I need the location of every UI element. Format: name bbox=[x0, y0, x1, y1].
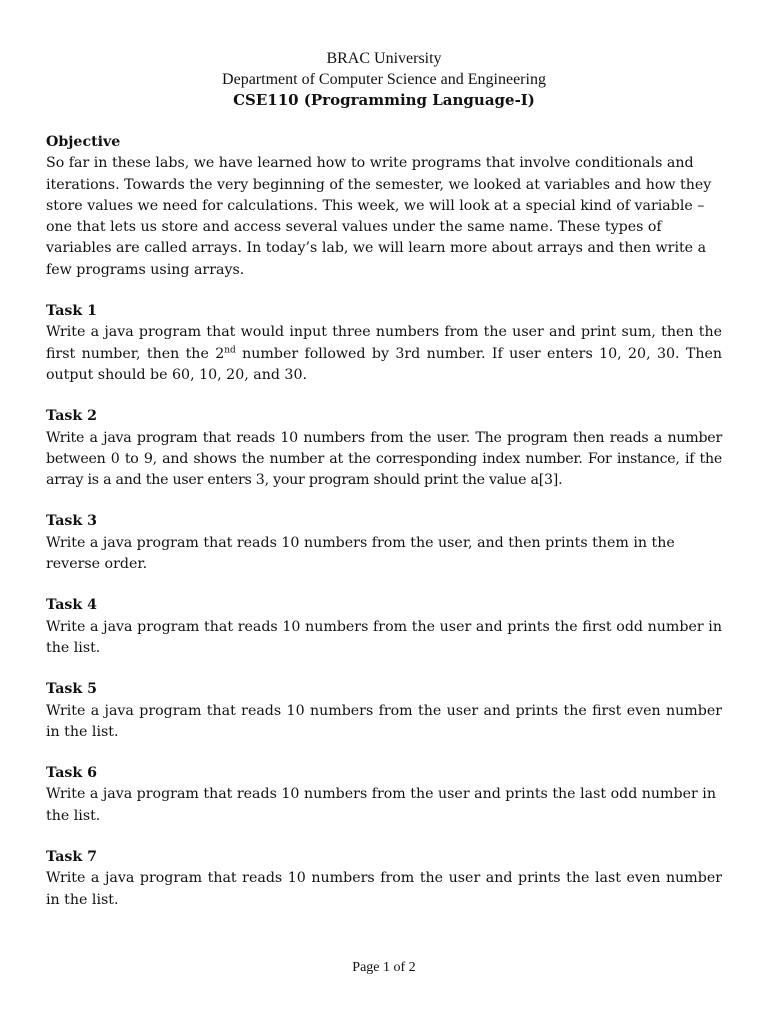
task-1-text bbox=[46, 322, 722, 386]
task-1-text-after: number followed by 3rd number. If user enters 10, 20, 30. Then output should be 60, 10, 20, and 30. bbox=[46, 345, 722, 383]
task-6-heading: Task 6 bbox=[46, 765, 98, 782]
department-name: Department of Computer Science and Engineering bbox=[222, 71, 546, 88]
objective-heading: Objective bbox=[46, 134, 121, 150]
university-name: BRAC University bbox=[326, 50, 442, 67]
task-5-text: Write a java program that reads 10 numbers from the user and prints the first even number in the list. bbox=[46, 702, 722, 740]
task-6-text: Write a java program that reads 10 numbers from the user and prints the last odd number in the list. bbox=[46, 786, 716, 824]
document-body bbox=[46, 132, 722, 931]
course-title: CSE110 (Programming Language-I) bbox=[233, 91, 535, 109]
task-3-text: Write a java program that reads 10 numbers from the user, and then prints them in the reverse order. bbox=[46, 534, 675, 573]
task-4-text: Write a java program that reads 10 numbers from the user and prints the first odd number in the list. bbox=[46, 618, 722, 656]
task-2-text: Write a java program that reads 10 numbers from the user. The program then reads a number between 0 to 9, and shows the number at the corresponding index number. For instance, if the array is a and the user enters 3, your program should print the value a[3]. bbox=[46, 429, 722, 489]
task-4-heading: Task 4 bbox=[46, 597, 98, 614]
task-6-section bbox=[46, 763, 722, 827]
task-1-superscript: nd bbox=[224, 344, 236, 355]
task-1-section bbox=[46, 301, 722, 386]
objective-text: So far in these labs, we have learned how to write programs that involve conditionals and iterations. Towards the very beginning of the semester, we looked at variables and how they store values we need for calculations. This week, we will look at a special kind of variable – one that lets us store and access several values under the same name. These types of variables are called arrays. In today’s lab, we will learn more about arrays and then write a few programs using arrays. bbox=[46, 155, 712, 278]
task-3-section bbox=[46, 511, 722, 575]
task-2-section bbox=[46, 406, 722, 491]
task-7-text: Write a java program that reads 10 numbers from the user and prints the last even number in the list. bbox=[46, 870, 722, 908]
task-5-section bbox=[46, 679, 722, 743]
objective-section bbox=[46, 132, 722, 281]
task-1-heading: Task 1 bbox=[46, 303, 98, 320]
task-2-heading: Task 2 bbox=[46, 408, 98, 425]
task-4-section bbox=[46, 595, 722, 659]
page-number: Page 1 of 2 bbox=[352, 960, 416, 975]
task-7-heading: Task 7 bbox=[46, 849, 98, 866]
task-7-section bbox=[46, 847, 722, 911]
task-5-heading: Task 5 bbox=[46, 681, 98, 698]
task-1-text-before: Write a java program that would input three numbers from the user and print sum, then the first number, then the 2 bbox=[46, 324, 722, 362]
task-3-heading: Task 3 bbox=[46, 513, 98, 530]
